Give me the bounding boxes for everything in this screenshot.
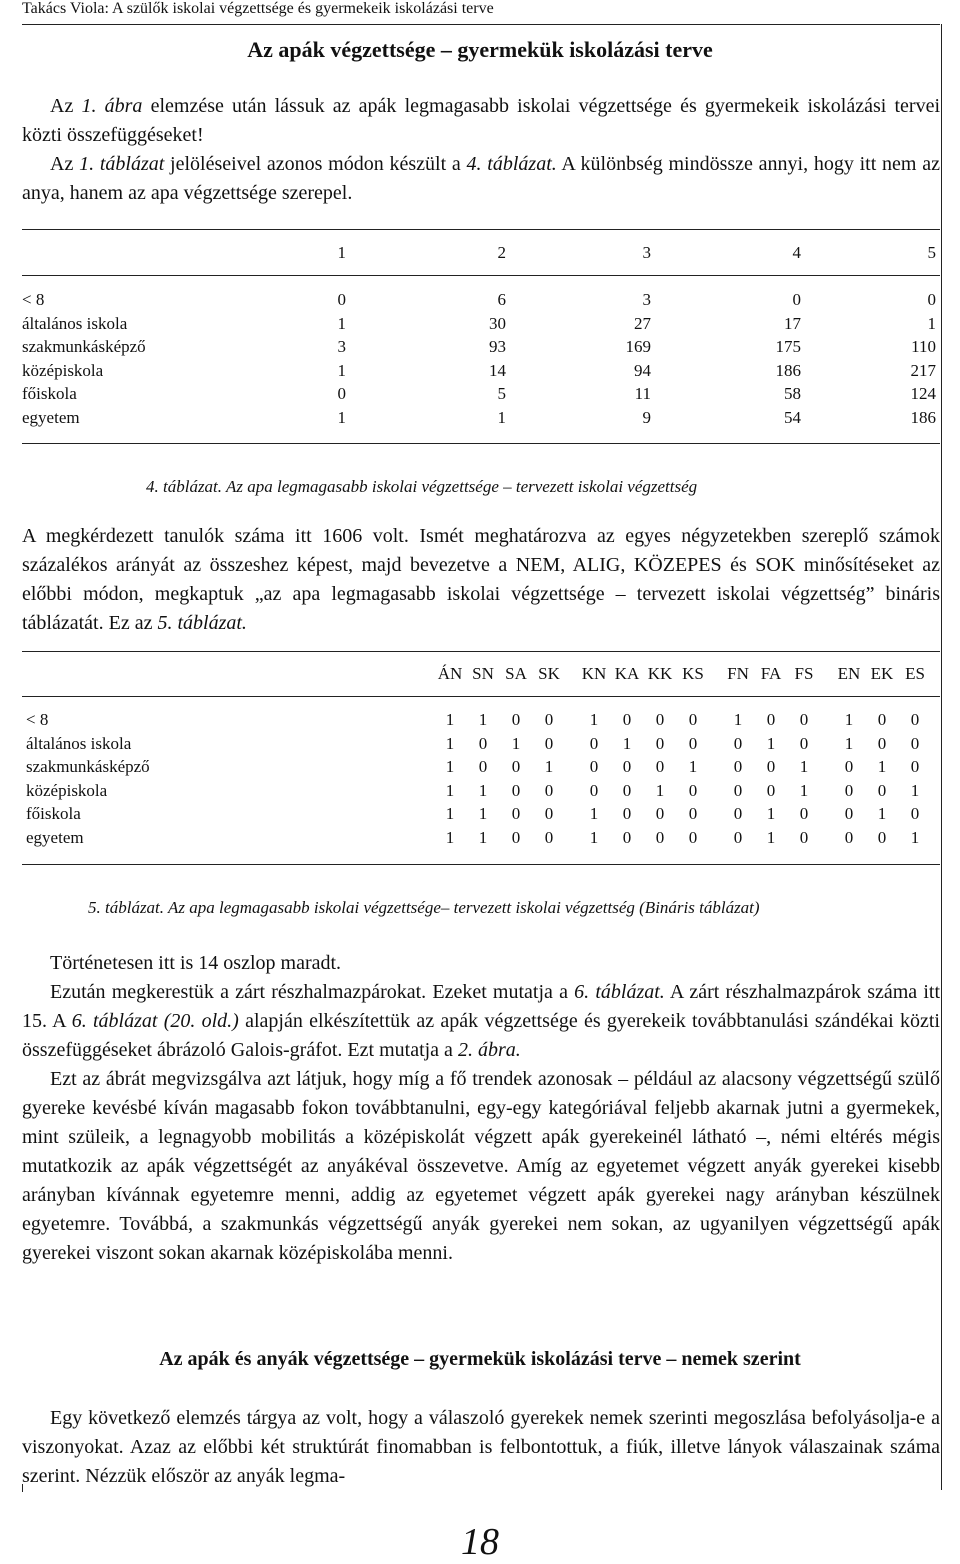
table-cell: 124	[910, 384, 936, 403]
table-cell: 0	[844, 757, 854, 776]
body-text	[22, 949, 940, 1268]
table-cell: 1	[766, 804, 776, 823]
table-row	[22, 757, 940, 781]
table-row	[22, 804, 940, 828]
table-cell: 1	[799, 780, 809, 800]
table-row	[22, 384, 940, 408]
table-cell: 0	[622, 780, 632, 800]
table-cell: 1	[445, 804, 455, 823]
table-cell: 0	[589, 780, 599, 800]
table-cell: 1	[622, 733, 632, 753]
table-cell: 1	[337, 360, 346, 380]
middle-paragraph: A megkérdezett tanulók száma itt 1606 volt. Ismét meghatározva az egyes négyzetekben szereplő számok százalékos arányát az összeshez képest, majd bevezetve a NEM, ALIG, KÖZEPES és SOK minősítéseket az előbbi módon, megkaptuk „az apa legmagasabb iskolai végzettsége – tervezett iskolai végzettség” bináris táblázatát. Ez az 5. táblázat.	[22, 525, 940, 634]
table-cell: 0	[910, 804, 920, 823]
row-label: középiskola	[26, 780, 108, 800]
table-cell: 1	[766, 827, 776, 847]
table-cell: 1	[766, 733, 776, 753]
table-cell: 1	[844, 733, 854, 753]
table4-header-rule	[22, 275, 940, 276]
table-cell: 1	[655, 780, 665, 800]
table-cell: 1	[497, 407, 506, 427]
table-cell: 0	[511, 804, 521, 823]
table-cell: 1	[445, 780, 455, 800]
table4-caption: 4. táblázat. Az apa legmagasabb iskolai végzettsége – tervezett iskolai végzettség	[146, 477, 698, 496]
table-cell: 0	[478, 757, 488, 776]
table-cell: 0	[877, 710, 887, 729]
table4-col-header: 5	[927, 243, 936, 262]
table5-body	[22, 710, 940, 851]
table5-col-header: KN	[581, 664, 607, 683]
table-cell: 1	[927, 313, 936, 333]
table-cell: 0	[799, 827, 809, 847]
middle-text	[22, 522, 940, 638]
table5-col-header: FA	[760, 664, 782, 683]
table-cell: 0	[766, 710, 776, 729]
table-cell: 11	[634, 384, 651, 403]
table-cell: 0	[733, 733, 743, 753]
table-row	[22, 710, 940, 734]
table5-col-header: SK	[538, 664, 560, 683]
table4-bottom-rule	[22, 443, 940, 444]
table-cell: 1	[844, 710, 854, 729]
table-cell: 186	[775, 360, 801, 380]
table-cell: 1	[445, 827, 455, 847]
table-cell: 1	[589, 710, 599, 729]
table-cell: 0	[337, 384, 346, 403]
table-cell: 1	[445, 757, 455, 776]
row-label: főiskola	[26, 804, 81, 823]
table-cell: 1	[910, 780, 920, 800]
table-cell: 1	[445, 733, 455, 753]
row-label: < 8	[22, 290, 45, 309]
table-cell: 0	[799, 733, 809, 753]
table-cell: 169	[625, 337, 651, 356]
table-cell: 0	[544, 710, 554, 729]
table4-col-header: 2	[497, 243, 506, 262]
table5-top-rule	[22, 651, 940, 652]
table-row	[22, 828, 940, 852]
running-header: Takács Viola: A szülők iskolai végzettsége és gyermekeik iskolázási terve	[22, 0, 494, 17]
intro-text	[22, 92, 940, 208]
table-cell: 0	[733, 780, 743, 800]
table-cell: 0	[511, 780, 521, 800]
table-cell: 1	[910, 827, 920, 847]
table-cell: 217	[910, 360, 936, 380]
table-cell: 93	[489, 337, 506, 356]
table-cell: 0	[688, 733, 698, 753]
page-number: 18	[461, 1521, 499, 1563]
table-row	[22, 781, 940, 805]
table-cell: 54	[784, 407, 801, 427]
body-paragraph-3: Ezt az ábrát megvizsgálva azt látjuk, hogy míg a fő trendek azonosak – például az alacsony végzettségű szülő gyereke kevésbé kíván magasabb fokon továbbtanulni, egy-egy kategóriával feljebb akarnak jutni a gyermekek, mint szüleik, a legnagyobb mobilitás a középiskolát végzett apák gyerekeinél látható –, némi eltérés mégis mutatkozik az apák végzettségét az anyákéval összevetve. Amíg az egyetemet végzett anyák gyerekei kisebb arányban kívánnak egyetemre menni, addig az egyetemet végzett apák gyerekei nagy arányban készülnek egyetemre. Továbbá, a szakmunkás végzettségű anyák gyerekei nem sokan, az ugyanilyen végzettségű apák gyerekei viszont sokan akarnak középiskolába menni.	[22, 1068, 940, 1264]
table-cell: 0	[589, 757, 599, 776]
table-cell: 58	[784, 384, 801, 403]
table-cell: 1	[799, 757, 809, 776]
table5-header	[22, 664, 940, 688]
table4-top-rule	[22, 229, 940, 230]
table-row	[22, 337, 940, 361]
table-cell: 0	[927, 290, 936, 309]
table-cell: 94	[634, 360, 651, 380]
table-cell: 0	[622, 757, 632, 776]
table5-header-rule	[22, 696, 940, 697]
table-row	[22, 408, 940, 432]
table-cell: 0	[622, 804, 632, 823]
table-cell: 0	[844, 804, 854, 823]
section-title: Az apák végzettsége – gyermekük iskolázási terve	[247, 37, 713, 62]
table5-col-header: KK	[647, 664, 673, 683]
row-label: általános iskola	[22, 313, 128, 333]
table-cell: 0	[688, 780, 698, 800]
table-cell: 1	[511, 733, 521, 753]
table5-caption: 5. táblázat. Az apa legmagasabb iskolai végzettsége– tervezett iskolai végzettség (Bináris táblázat)	[88, 898, 760, 917]
table-cell: 1	[478, 827, 488, 847]
table-cell: 0	[655, 827, 665, 847]
table5-bottom-rule	[22, 864, 940, 865]
table4-header-row	[22, 243, 940, 267]
table-cell: 6	[497, 290, 506, 309]
intro-paragraph-1: Az 1. ábra elemzése után lássuk az apák legmagasabb iskolai végzettsége és gyermekeik iskolázási tervei közti összefüggéseket!	[22, 95, 940, 146]
table-cell: 0	[655, 710, 665, 729]
table-cell: 27	[634, 313, 651, 333]
table-cell: 0	[511, 827, 521, 847]
table-cell: 0	[622, 710, 632, 729]
table-cell: 0	[688, 827, 698, 847]
section-subtitle: Az apák és anyák végzettsége – gyermekük iskolázási terve – nemek szerint	[159, 1348, 801, 1370]
row-label: főiskola	[22, 384, 77, 403]
table-cell: 1	[877, 757, 887, 776]
row-label: < 8	[26, 710, 49, 729]
table-cell: 14	[489, 360, 506, 380]
intro-paragraph-2: Az 1. táblázat jelöléseivel azonos módon készült a 4. táblázat. A különbség mindössze annyi, hogy itt nem az anya, hanem az apa végzettsége szerepel.	[22, 153, 941, 204]
table-cell: 0	[799, 710, 809, 729]
table4-col-header: 4	[792, 243, 801, 262]
table-cell: 0	[511, 710, 521, 729]
table5-col-header: ES	[905, 664, 925, 683]
table-cell: 0	[844, 780, 854, 800]
table-cell: 1	[733, 710, 743, 729]
table-cell: 1	[877, 804, 887, 823]
table-cell: 0	[877, 827, 887, 847]
table-cell: 0	[877, 780, 887, 800]
table5-header-row	[22, 664, 940, 688]
table-cell: 0	[589, 733, 599, 753]
table-cell: 1	[337, 407, 346, 427]
table-cell: 0	[688, 804, 698, 823]
table-cell: 1	[445, 710, 455, 729]
table-cell: 0	[844, 827, 854, 847]
table-cell: 0	[478, 733, 488, 753]
table-cell: 0	[910, 733, 920, 753]
table-cell: 9	[642, 407, 651, 427]
final-text	[22, 1404, 940, 1491]
table-cell: 0	[792, 290, 801, 309]
table-cell: 0	[733, 827, 743, 847]
table-cell: 0	[910, 757, 920, 776]
table5-col-header: ÁN	[437, 664, 463, 683]
table-row	[22, 361, 940, 385]
row-label: egyetem	[26, 827, 84, 847]
row-label: szakmunkásképző	[22, 337, 146, 356]
table-cell: 0	[337, 290, 346, 309]
table-cell: 0	[511, 757, 521, 776]
table5-col-header: FS	[794, 664, 814, 683]
table-cell: 1	[478, 710, 488, 729]
table4-col-header: 3	[642, 243, 651, 262]
table-cell: 1	[337, 313, 346, 333]
table5-col-header: EN	[837, 664, 861, 683]
table-cell: 0	[544, 804, 554, 823]
table4	[22, 243, 940, 267]
body-paragraph-2: Ezután megkerestük a zárt részhalmazpárokat. Ezeket mutatja a 6. táblázat. A zárt részhalmazpárok száma itt 15. A 6. táblázat (20. old.) alapján elkészítettük az apák végzettsége és gyerekeik továbbtanulási szándékai közti összefüggéseket ábrázoló Galois-gráfot. Ezt mutatja a 2. ábra.	[22, 981, 941, 1061]
right-margin-rule	[941, 24, 942, 1490]
table-cell: 30	[489, 313, 506, 333]
table-cell: 110	[911, 337, 936, 356]
header-rule	[22, 24, 940, 25]
table-cell: 0	[766, 780, 776, 800]
table-cell: 0	[688, 710, 698, 729]
table-row	[22, 314, 940, 338]
table5-col-header: SN	[472, 664, 494, 683]
table5-col-header: KA	[614, 664, 640, 683]
table-cell: 5	[497, 384, 506, 403]
table-cell: 0	[655, 804, 665, 823]
table-cell: 1	[688, 757, 698, 776]
table-cell: 0	[766, 757, 776, 776]
row-label: egyetem	[22, 407, 80, 427]
final-paragraph: Egy következő elemzés tárgya az volt, hogy a válaszoló gyerekek nemek szerinti megoszlása befolyásolja-e a viszonyokat. Azaz az előbbi két struktúrát finomabban is felbontottuk, a fiúk, illetve lányok válaszainak száma szerint. Nézzük először az anyák legma-	[22, 1407, 940, 1487]
body-paragraph-1: Történetesen itt is 14 oszlop maradt.	[50, 952, 342, 974]
table5-col-header: SA	[505, 664, 527, 683]
row-label: általános iskola	[26, 733, 132, 753]
table-cell: 0	[799, 804, 809, 823]
table4-col-header: 1	[337, 243, 346, 262]
table-cell: 0	[877, 733, 887, 753]
table-cell: 186	[910, 407, 936, 427]
table-cell: 0	[544, 780, 554, 800]
table-cell: 175	[775, 337, 801, 356]
table-cell: 1	[478, 804, 488, 823]
table-cell: 17	[784, 313, 801, 333]
table-cell: 0	[544, 733, 554, 753]
table-cell: 0	[655, 733, 665, 753]
table5-col-header: EK	[870, 664, 894, 683]
row-label: szakmunkásképző	[26, 757, 150, 776]
table4-body	[22, 290, 940, 431]
table-cell: 0	[733, 757, 743, 776]
table-cell: 1	[544, 757, 554, 776]
table-cell: 3	[642, 290, 651, 309]
table-cell: 0	[910, 710, 920, 729]
table-cell: 3	[337, 337, 346, 356]
table-row	[22, 734, 940, 758]
table-cell: 0	[655, 757, 665, 776]
table-cell: 1	[589, 804, 599, 823]
table-cell: 0	[622, 827, 632, 847]
table-cell: 0	[544, 827, 554, 847]
table-cell: 1	[478, 780, 488, 800]
table-cell: 1	[589, 827, 599, 847]
table-cell: 0	[733, 804, 743, 823]
row-label: középiskola	[22, 360, 104, 380]
table-row	[22, 290, 940, 314]
table5-col-header: KS	[682, 664, 704, 683]
table5-col-header: FN	[727, 664, 749, 683]
